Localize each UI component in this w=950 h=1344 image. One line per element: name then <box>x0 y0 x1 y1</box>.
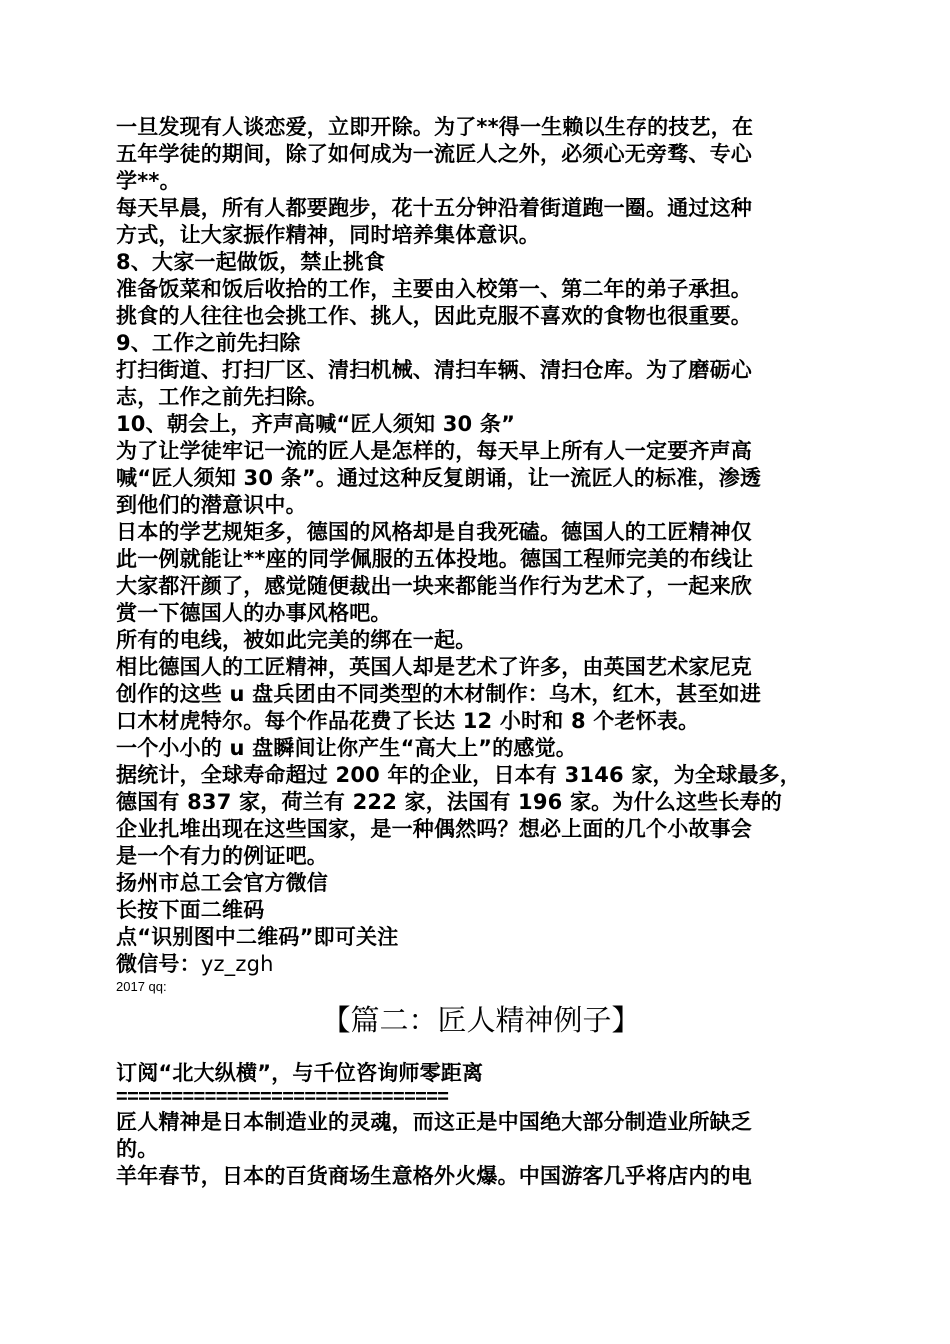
text-line: 匠人精神是日本制造业的灵魂，而这正是中国绝大部分制造业所缺乏 <box>116 1110 752 1134</box>
text-line: 一旦发现有人谈恋爱，立即开除。为了**得一生赖以生存的技艺，在 <box>116 115 754 139</box>
text-line: 企业扎堆出现在这些国家，是一种偶然吗？想必上面的几个小故事会 <box>116 817 752 841</box>
text-line: 的。 <box>116 1137 159 1161</box>
text-line: 是一个有力的例证吧。 <box>116 844 328 868</box>
text-line: 据统计，全球寿命超过 200 年的企业，日本有 3146 家，为全球最多， <box>116 763 801 787</box>
wechat-account-name: 扬州市总工会官方微信 <box>116 871 328 895</box>
text-line: 一个小小的 u 盘瞬间让你产生“高大上”的感觉。 <box>116 736 577 760</box>
text-line: 大家都汗颜了，感觉随便裁出一块来都能当作行为艺术了，一起来欣 <box>116 574 752 598</box>
text-line: 挑食的人往往也会挑工作、挑人，因此克服不喜欢的食物也很重要。 <box>116 304 752 328</box>
qr-instruction: 长按下面二维码 <box>116 898 265 922</box>
text-line: 口木材虎特尔。每个作品花费了长达 12 小时和 8 个老怀表。 <box>116 709 700 733</box>
section-one-text <box>116 114 846 994</box>
wechat-id-line <box>116 951 846 978</box>
text-line: 相比德国人的工匠精神，英国人却是艺术了许多，由英国艺术家尼克 <box>116 655 752 679</box>
list-heading-10: 10、朝会上，齐声高喊“匠人须知 30 条” <box>116 412 516 436</box>
wechat-id-value: yz_zgh <box>200 952 274 976</box>
text-line: 羊年春节，日本的百货商场生意格外火爆。中国游客几乎将店内的电 <box>116 1164 752 1188</box>
document-body <box>116 114 846 1190</box>
text-line: 到他们的潜意识中。 <box>116 493 307 517</box>
text-line: 日本的学艺规矩多，德国的风格却是自我死磕。德国人的工匠精神仅 <box>116 520 752 544</box>
text-line: 赏一下德国人的办事风格吧。 <box>116 601 392 625</box>
wechat-id-label: 微信号： <box>116 952 201 976</box>
text-line: 方式，让大家振作精神，同时培养集体意识。 <box>116 223 540 247</box>
text-line: 五年学徒的期间，除了如何成为一流匠人之外，必须心无旁骛、专心 <box>116 142 752 166</box>
text-line: 准备饭菜和饭后收拾的工作，主要由入校第一、第二年的弟子承担。 <box>116 277 752 301</box>
small-note: 2017 qq: <box>116 979 167 994</box>
list-heading-9: 9、工作之前先扫除 <box>116 331 301 355</box>
text-line: 创作的这些 u 盘兵团由不同类型的木材制作：乌木，红木，甚至如进 <box>116 682 761 706</box>
section-heading: 【篇二：匠人精神例子】 <box>321 1003 641 1037</box>
text-line: 为了让学徒牢记一流的匠人是怎样的，每天早上所有人一定要齐声高 <box>116 439 752 463</box>
list-heading-8: 8、大家一起做饭，禁止挑食 <box>116 250 386 274</box>
text-line: 喊“匠人须知 30 条”。通过这种反复朗诵，让一流匠人的标准，渗透 <box>116 466 762 490</box>
qr-follow-instruction: 点“识别图中二维码”即可关注 <box>116 925 399 949</box>
text-line: 每天早晨，所有人都要跑步，花十五分钟沿着街道跑一圈。通过这种 <box>116 196 752 220</box>
text-line: 打扫街道、打扫厂区、清扫机械、清扫车辆、清扫仓库。为了磨砺心 <box>116 358 752 382</box>
subscribe-line: 订阅“北大纵横”，与千位咨询师零距离 <box>116 1061 484 1085</box>
text-line: 所有的电线，被如此完美的绑在一起。 <box>116 628 477 652</box>
text-line: 此一例就能让**座的同学佩服的五体投地。德国工程师完美的布线让 <box>116 547 754 571</box>
text-line: 德国有 837 家，荷兰有 222 家，法国有 196 家。为什么这些长寿的 <box>116 790 782 814</box>
text-line: 学**。 <box>116 169 181 193</box>
text-line: 志，工作之前先扫除。 <box>116 385 328 409</box>
section-two-text <box>116 1060 846 1190</box>
equals-divider: ============================== <box>116 1087 449 1108</box>
